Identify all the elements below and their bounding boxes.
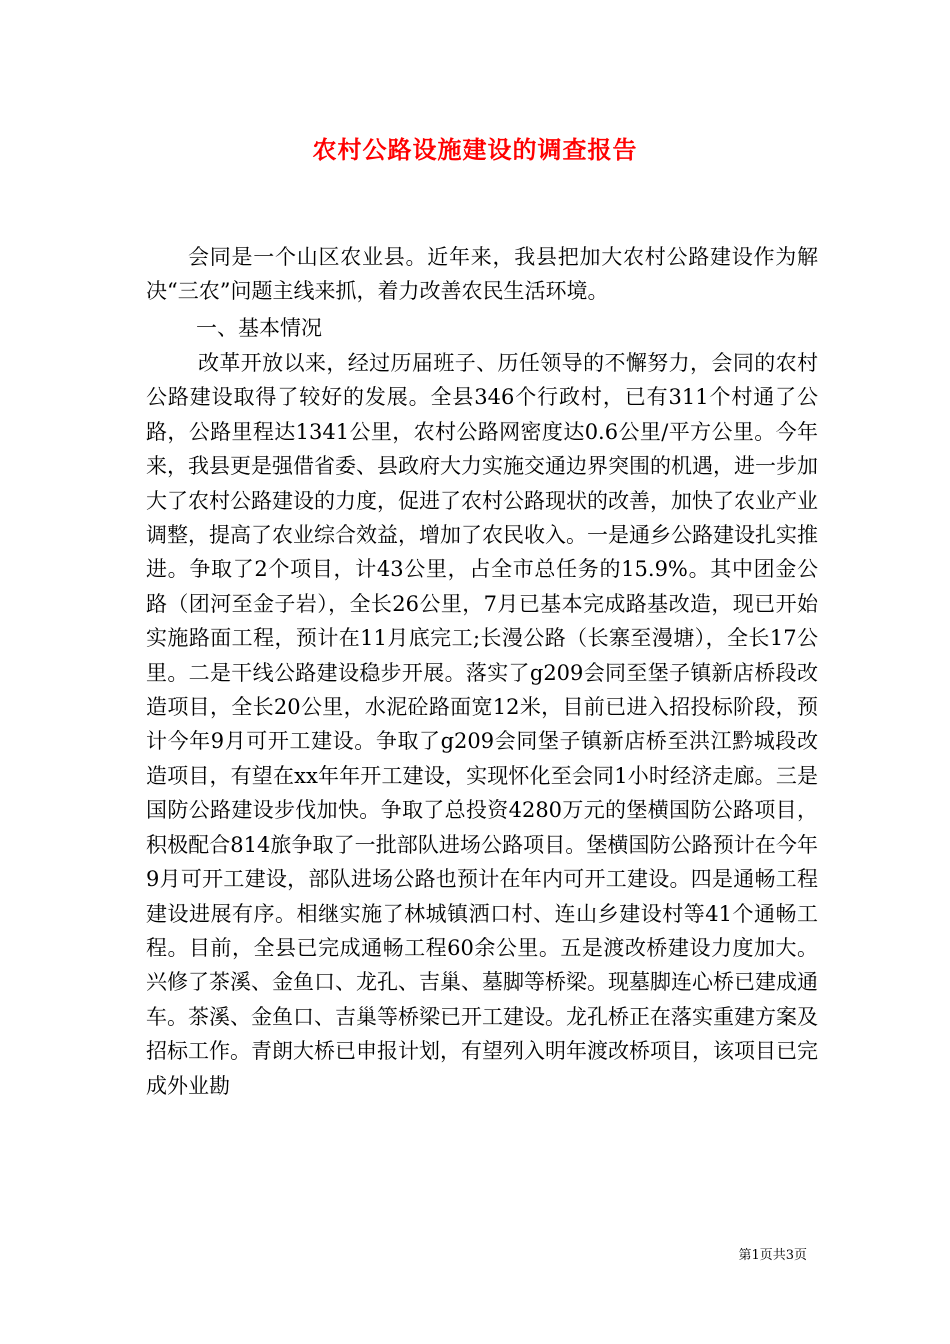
basic-situation-paragraph: 改革开放以来，经过历届班子、历任领导的不懈努力，会同的农村公路建设取得了较好的发展。全县346个行政村，已有311个村通了公路，公路里程达1341公里，农村公路网密度达0.6公里/平方公里。今年来，我县更是强借省委、县政府大力实施交通边界突围的机遇，进一步加大了农村公路建设的力度，促进了农村公路现状的改善，加快了农业产业调整，提高了农业综合效益，增加了农民收入。一是通乡公路建设扎实推进。争取了2个项目，计43公里，占全市总任务的15.9%。其中团金公路（团河至金子岩），全长26公里，7月已基本完成路基改造，现已开始实施路面工程，预计在11月底完工;长漫公路（长寨至漫塘），全长17公里。二是干线公路建设稳步开展。落实了g209会同至堡子镇新店桥段改造项目，全长20公里，水泥砼路面宽12米，目前已进入招投标阶段，预计今年9月可开工建设。争取了g209会同堡子镇新店桥至洪江黔城段改造项目，有望在xx年年开工建设，实现怀化至会同1小时经济走廊。三是国防公路建设步伐加快。争取了总投资4280万元的堡横国防公路项目，积极配合814旅争取了一批部队进场公路项目。堡横国防公路预计在今年9月可开工建设，部队进场公路也预计在年内可开工建设。四是通畅工程建设进展有序。相继实施了林城镇洒口村、连山乡建设村等41个通畅工程。目前，全县已完成通畅工程60余公里。五是渡改桥建设力度加大。兴修了茶溪、金鱼口、龙孔、吉巢、墓脚等桥梁。现墓脚连心桥已建成通车。茶溪、金鱼口、吉巢等桥梁已开工建设。龙孔桥正在落实重建方案及招标工作。青朗大桥已申报计划，有望列入明年渡改桥项目，该项目已完成外业勘 — [146, 351, 818, 1098]
section-heading: 一、基本情况 — [196, 316, 322, 340]
intro-paragraph: 会同是一个山区农业县。近年来，我县把加大农村公路建设作为解决“三农”问题主线来抓，着力改善农民生活环境。 — [146, 245, 818, 304]
page-number: 第1页共3页 — [738, 1248, 807, 1263]
document-title: 农村公路设施建设的调查报告 — [312, 135, 638, 164]
